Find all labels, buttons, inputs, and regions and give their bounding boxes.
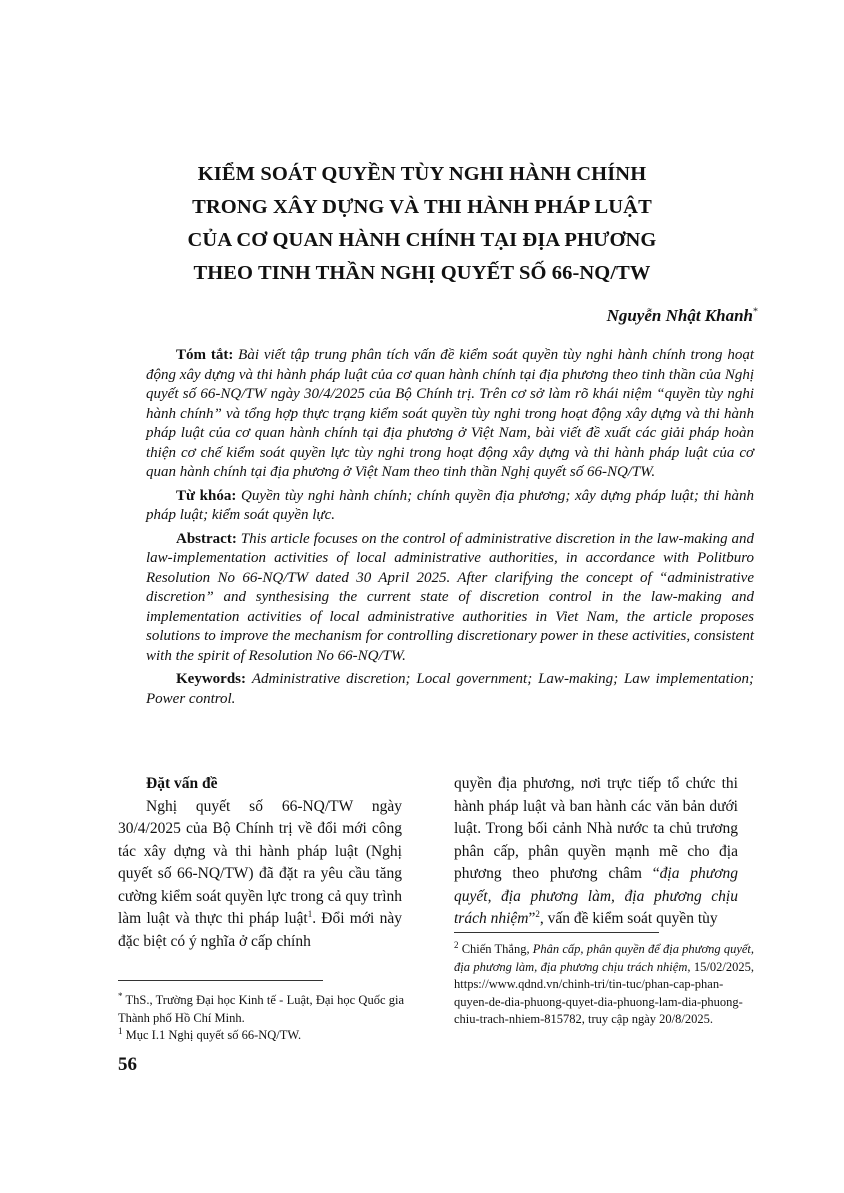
body-column-right [454,773,738,931]
footnote-1-text: Mục I.1 Nghị quyết số 66-NQ/TW. [125,1028,302,1042]
footnote-divider-right [454,932,659,933]
author-name: Nguyễn Nhật Khanh [606,306,753,325]
abstract-en-label: Abstract: [176,530,237,547]
footnote-divider-left [118,980,323,981]
footnote-1-mark: 1 [118,1025,123,1036]
abstract-en [146,530,754,667]
footnotes-left [118,992,404,1045]
author-footnote-mark: * [753,306,758,318]
footnote-1 [118,1027,404,1045]
page-number: 56 [118,1054,137,1075]
body-paragraph-right [454,773,738,931]
author-byline [607,306,758,326]
body-column-left [118,773,402,953]
footnote-author-text: ThS., Trường Đại học Kinh tế - Luật, Đại học Quốc gia Thành phố Hồ Chí Minh. [118,993,404,1025]
footnote-2 [454,941,754,1029]
title-line-2: TRONG XÂY DỰNG VÀ THI HÀNH PHÁP LUẬT [192,196,652,218]
body-right-text-end: , vấn đề kiểm soát quyền tùy [539,910,718,927]
keywords-en-label: Keywords: [176,671,246,687]
body-right-text: quyền địa phương, nơi trực tiếp tổ chức thi hành pháp luật và ban hành các văn bản dưới luật. Trong bối cảnh Nhà nước ta chủ trương phân cấp, phân quyền mạnh mẽ cho địa phương theo phương châm “ [454,775,738,882]
footnote-2-author: Chiến Thắng, [461,942,530,956]
footnote-ref-1[interactable]: 1 [307,908,313,919]
abstract-en-text: This article focuses on the control of administrative discretion in the law-making and law-implementation activities of local administrative authorities, in accordance with Politburo Resolution No 66-NQ/TW dated 30 April 2025. After clarifying the concept of “administrative discretion” and synthesising the current state of discretion control in the law-making and implementation activities of local administrative authorities in Viet Nam, the article proposes solutions to improve the mechanism for controlling discretionary power in these activities, consistent with the spirit of Resolution No 66-NQ/TW. [146,530,755,664]
section-heading: Đặt vấn đề [146,775,218,792]
footnote-2-mark: 2 [454,939,459,950]
body-right-quote-end: ” [528,910,536,927]
footnotes-right [454,941,754,1029]
title-line-1: KIỂM SOÁT QUYỀN TÙY NGHI HÀNH CHÍNH [197,163,647,185]
body-right-quote: địa phương quyết, địa phương làm, địa phương chịu trách nhiệm [454,865,738,927]
summary-label: Tóm tắt: [176,347,234,363]
footnote-author [118,992,404,1027]
body-paragraph-left [118,796,402,954]
footnote-author-mark: * [118,990,123,1001]
keywords-en-text: Administrative discretion; Local government; Law-making; Law implementation; Power control. [146,671,754,707]
keywords-vi-text: Quyền tùy nghi hành chính; chính quyền địa phương; xây dựng pháp luật; thi hành pháp luật; kiểm soát quyền lực. [146,487,754,523]
article-title [0,158,844,290]
body-left-text: Nghị quyết số 66-NQ/TW ngày 30/4/2025 của Bộ Chính trị về đổi mới công tác xây dựng và thi hành pháp luật (Nghị quyết số 66-NQ/TW) đã đặt ra yêu cầu tăng cường kiểm soát quyền lực trong cả quy trình làm luật và thực thi pháp luật [118,797,402,927]
title-line-3: CỦA CƠ QUAN HÀNH CHÍNH TẠI ĐỊA PHƯƠNG [187,229,657,251]
title-line-4: THEO TINH THẦN NGHỊ QUYẾT SỐ 66-NQ/TW [193,262,651,284]
keywords-en [146,670,754,709]
summary-vi [146,346,754,483]
body-left-text-end: . Đổi mới này đặc biệt có ý nghĩa ở cấp chính [118,910,402,950]
summary-text: Bài viết tập trung phân tích vấn đề kiểm soát quyền tùy nghi hành chính trong hoạt động xây dựng và thi hành pháp luật của cơ quan hành chính tại địa phương theo tinh thần của Nghị quyết số 66-NQ/TW ngày 30/4/2025 của Bộ Chính trị. Trên cơ sở làm rõ khái niệm “quyền tùy nghi hành chính” và tổng hợp thực trạng kiểm soát quyền tùy nghi trong hoạt động xây dựng và thi hành pháp luật của cơ quan hành chính tại địa phương ở Việt Nam, bài viết đề xuất các giải pháp hoàn thiện cơ chế kiểm soát quyền lực tùy nghi trong hoạt động xây dựng và thi hành pháp luật của cơ quan hành chính tại địa phương ở Việt Nam theo tinh thần Nghị quyết số 66-NQ/TW. [146,347,755,480]
keywords-vi [146,487,754,526]
footnote-2-title: Phân cấp, phân quyền để địa phương quyết, địa phương làm, địa phương chịu trách nhiệm [454,942,755,974]
abstract-block [146,346,754,709]
footnote-ref-2[interactable]: 2 [535,908,540,919]
keywords-vi-label: Từ khóa: [176,487,237,504]
footnote-2-rest: , 15/02/2025, https://www.qdnd.vn/chinh-tri/tin-tuc/phan-cap-phan-quyen-de-dia-phuong-quyet-dia-phuong-lam-dia-phuong-chiu-trach-nhiem-815782, truy cập ngày 20/8/2025. [454,959,754,1026]
